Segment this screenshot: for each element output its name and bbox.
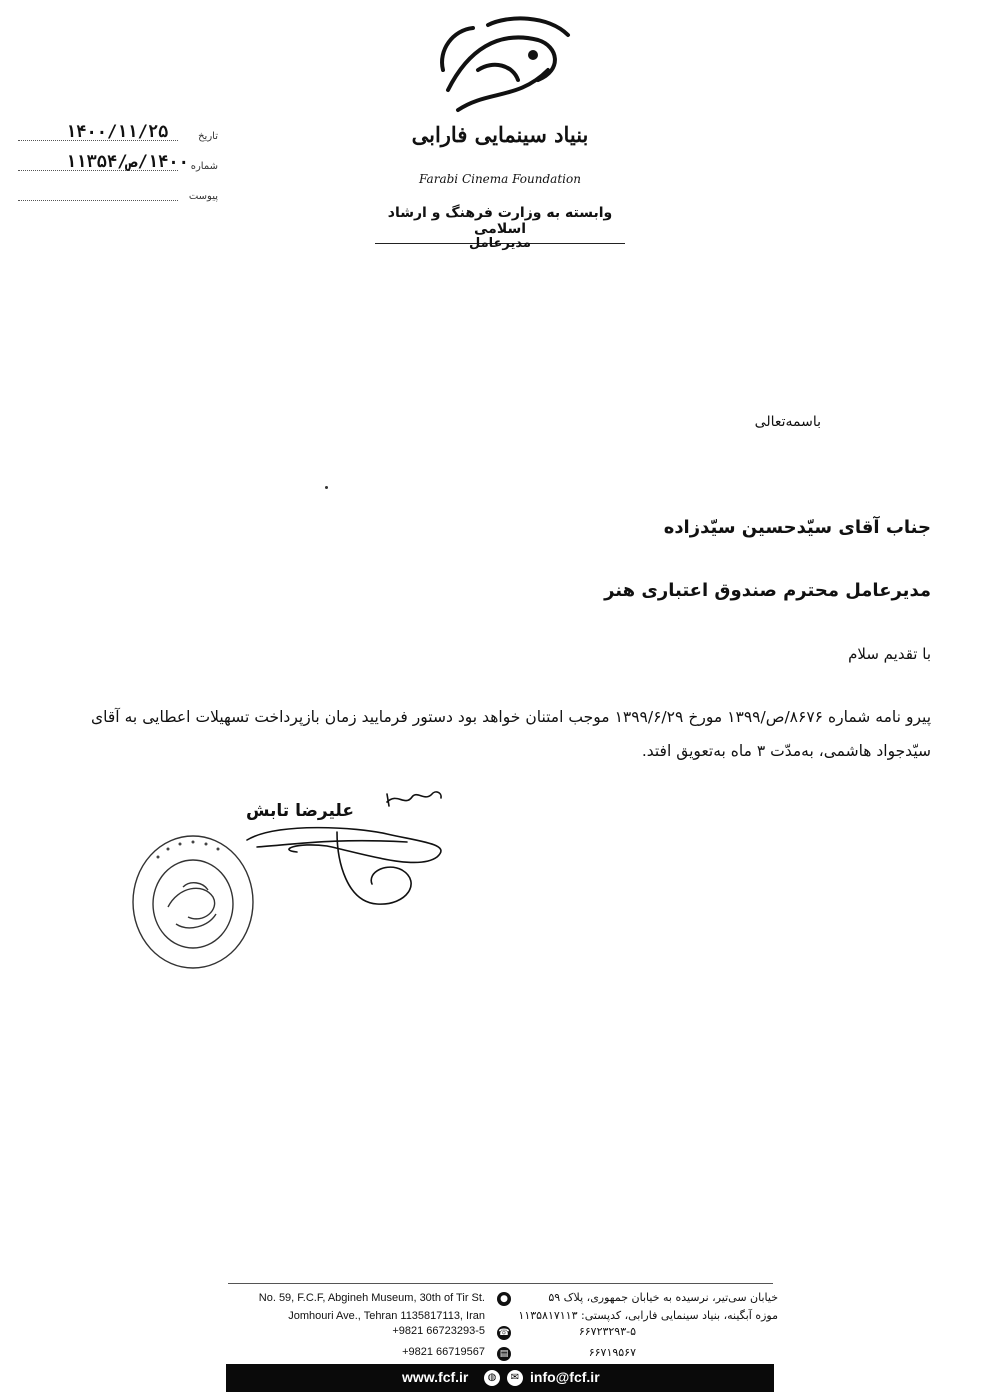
salutation: با تقدیم سلام <box>848 645 931 663</box>
email-link[interactable]: info@fcf.ir <box>530 1369 600 1385</box>
email-icon: ✉ <box>507 1370 523 1386</box>
address-en-line2: Jomhouri Ave., Tehran 1135817113, Iran <box>288 1310 485 1322</box>
phone-icon: ☎ <box>498 1328 510 1338</box>
affiliation-line: وابسته به وزارت فرهنگ و ارشاد اسلامی <box>375 205 625 244</box>
handwritten-signature <box>237 772 467 912</box>
fax-fa: ۶۶۷۱۹۵۶۷ <box>588 1346 636 1359</box>
date-field <box>18 120 218 144</box>
farabi-logo <box>428 10 578 130</box>
number-label: شماره <box>190 161 218 172</box>
footer-contact-bar <box>226 1364 774 1392</box>
logo-name-en: Farabi Cinema Foundation <box>419 172 581 186</box>
signer-name: علیرضا تابش <box>246 801 354 821</box>
letter-body: پیرو نامه شماره ۸۶۷۶/ص/۱۳۹۹ مورخ ۱۳۹۹/۶/۲۹ موجب امتنان خواهد بود دستور فرمایید زمان بازپرداخت تسهیلات اعطایی به آقای سیّدجواد هاشمی، به‌مدّت ۳ ماه به‌تعویق افتد. <box>91 708 932 760</box>
address-fa-line2: موزه آبگینه، بنیاد سینمایی فارابی، کدپستی: ۱۱۳۵۸۱۷۱۱۳ <box>518 1309 778 1322</box>
date-value: ۱۴۰۰/۱۱/۲۵ <box>66 122 169 142</box>
phone-fa: ۶۶۷۲۳۲۹۳-۵ <box>578 1325 636 1338</box>
official-seal <box>128 832 258 972</box>
footer-address-fa <box>516 1289 778 1325</box>
address-en-line1: No. 59, F.C.F, Abgineh Museum, 30th of Tir St. <box>258 1292 485 1304</box>
greeting: باسمه‌تعالی <box>754 414 821 430</box>
addressee-role: مدیرعامل محترم صندوق اعتباری هنر <box>604 580 931 601</box>
footer-divider <box>228 1283 773 1284</box>
footer-address-en <box>230 1289 485 1325</box>
attachment-field <box>18 180 218 204</box>
number-field <box>18 150 218 174</box>
phone-en: +9821 66723293-5 <box>392 1325 485 1337</box>
location-pin-icon: ● <box>497 1292 511 1306</box>
globe-icon: ◍ <box>484 1370 500 1386</box>
addressee: جناب آقای سیّدحسین سیّدزاده <box>663 517 931 538</box>
number-value: ۱۴۰۰/ص/۱۱۳۵۴ <box>66 152 189 172</box>
attachment-label: پیوست <box>188 191 218 202</box>
fax-en: +9821 66719567 <box>402 1346 485 1358</box>
date-label: تاریخ <box>198 131 218 142</box>
logo-name-fa: بنیاد سینمایی فارابی <box>411 122 589 147</box>
website-link[interactable]: www.fcf.ir <box>402 1369 469 1385</box>
stray-dot <box>325 486 328 489</box>
address-fa-line1: خیابان سی‌تیر، نرسیده به خیابان جمهوری، پلاک ۵۹ <box>548 1291 778 1304</box>
fax-icon: ▤ <box>497 1347 511 1361</box>
attachment-dotted-line <box>18 200 178 201</box>
office-title: مدیرعامل <box>469 236 531 251</box>
